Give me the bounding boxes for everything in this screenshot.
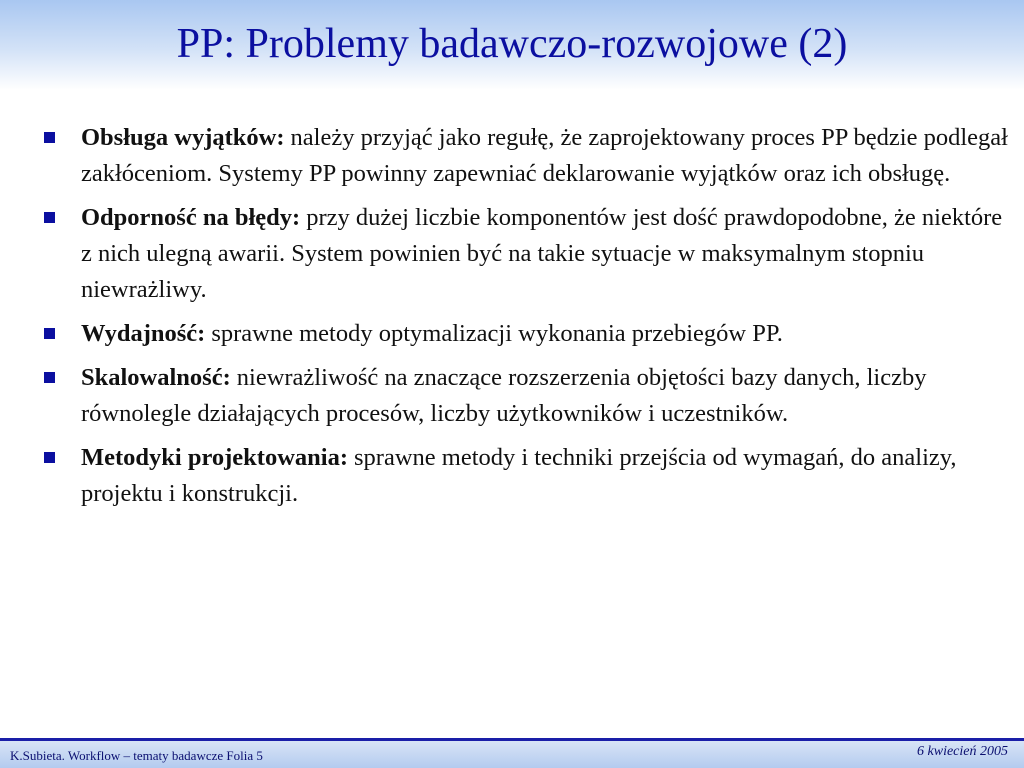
bullet-text: niewrażliwość na znaczące rozszerzenia objętości bazy danych, liczby równolegle działających procesów, liczby użytkowników i uczestników. bbox=[81, 364, 927, 427]
bullet-text: sprawne metody i techniki przejścia od wymagań, do analizy, projektu i konstrukcji. bbox=[81, 444, 957, 507]
bullet-term: Wydajność: bbox=[81, 320, 206, 347]
bullet-term: Skalowalność: bbox=[81, 364, 231, 391]
square-bullet-icon bbox=[44, 372, 55, 383]
footer-author-folio: K.Subieta. Workflow – tematy badawcze Folia 5 bbox=[10, 748, 263, 763]
square-bullet-icon bbox=[44, 132, 55, 143]
bullet-text: przy dużej liczbie komponentów jest dość prawdopodobne, że niektóre z nich ulegną awarii. System powinien być na takie sytuacje w maksymalnym stopniu niewrażliwy. bbox=[81, 204, 1003, 303]
bullet-item-skalowalnosc bbox=[40, 360, 1015, 432]
square-bullet-icon bbox=[44, 212, 55, 223]
footer-date: 6 kwiecień 2005 bbox=[917, 744, 1008, 759]
bullet-term: Metodyki projektowania: bbox=[81, 444, 348, 471]
bullet-list bbox=[40, 120, 1015, 520]
bullet-text: sprawne metody optymalizacji wykonania przebiegów PP. bbox=[211, 320, 783, 347]
bullet-item-obsluga-wyjatkow bbox=[40, 120, 1015, 192]
slide-title: PP: Problemy badawczo-rozwojowe (2) bbox=[176, 21, 848, 67]
bullet-item-wydajnosc bbox=[40, 316, 1015, 352]
square-bullet-icon bbox=[44, 452, 55, 463]
bullet-term: Odporność na błędy: bbox=[81, 204, 301, 231]
bullet-item-odpornosc-na-bledy bbox=[40, 200, 1015, 308]
square-bullet-icon bbox=[44, 328, 55, 339]
bullet-text: należy przyjąć jako regułę, że zaprojektowany proces PP będzie podlegał zakłóceniom. Systemy PP powinny zapewniać deklarowanie wyjątków oraz ich obsługę. bbox=[81, 124, 1008, 187]
bullet-item-metodyki-projektowania bbox=[40, 440, 1015, 512]
bullet-term: Obsługa wyjątków: bbox=[81, 124, 285, 151]
